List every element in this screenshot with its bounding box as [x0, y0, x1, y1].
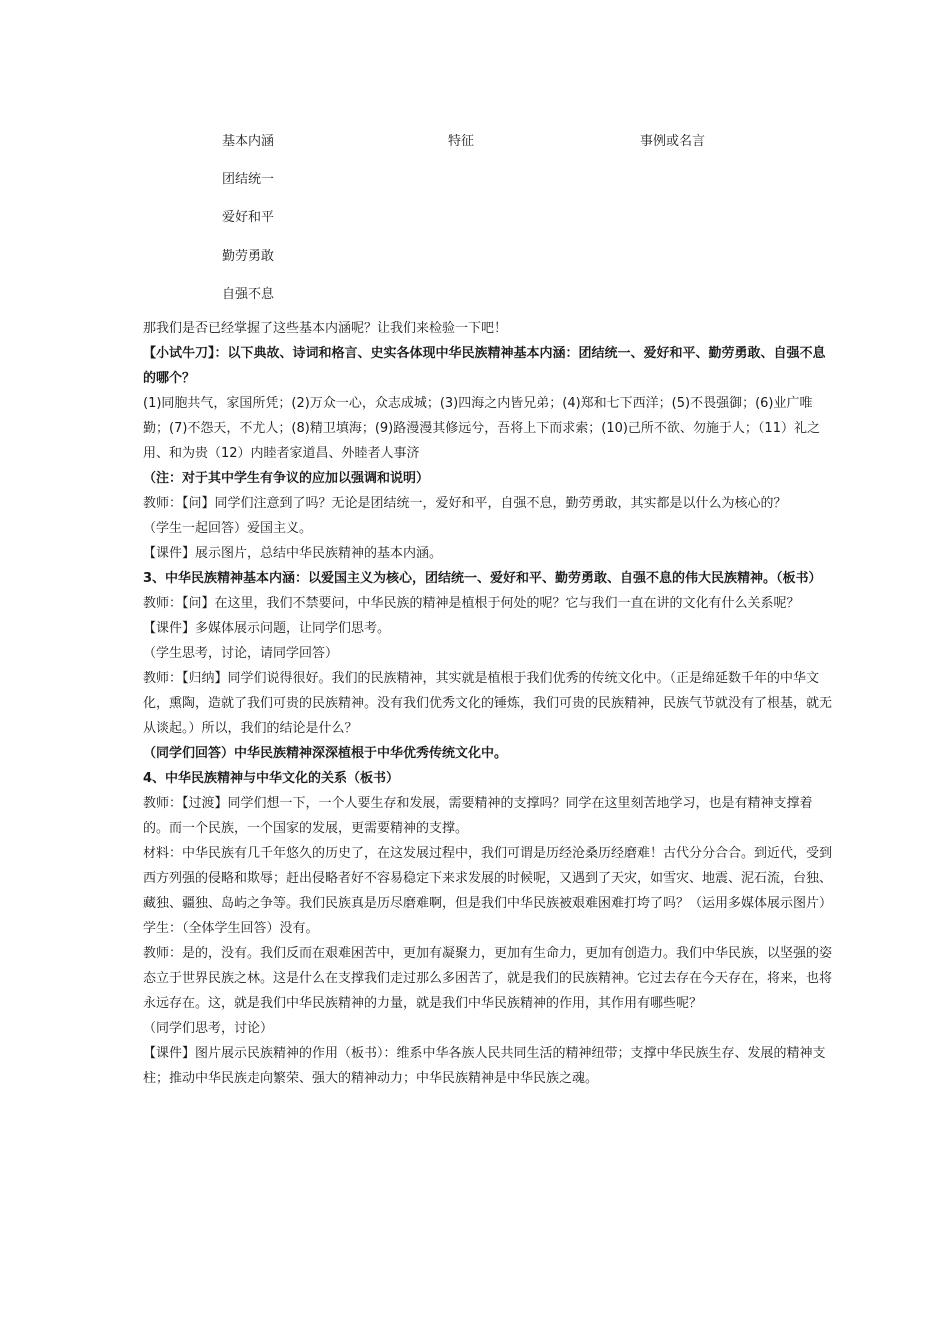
- paragraph-section-4: 4、中华民族精神与中华文化的关系（板书）: [143, 771, 400, 786]
- paragraph-teacher-root-question: 教师：【问】在这里，我们不禁要问，中华民族的精神是植根于何处的呢？它与我们一直在讲的文化有什么关系呢？: [143, 596, 800, 611]
- paragraph-teacher-transition: 教师：【过渡】同学们想一下，一个人要生存和发展，需要精神的支撑吗？同学在这里刻苦地学习，也是有精神支撑着: [143, 796, 813, 811]
- paragraph-section-3: 3、中华民族精神基本内涵：以爱国主义为核心，团结统一、爱好和平、勤劳勇敢、自强不息的伟大民族精神。（板书）: [143, 571, 822, 586]
- table-header-examples: 事例或名言: [640, 134, 706, 149]
- paragraph-student-thinking: （同学们思考，讨论）: [143, 1021, 274, 1036]
- paragraph-intro: 那我们是否已经掌握了这些基本内涵呢？让我们来检验一下吧！: [143, 321, 508, 336]
- paragraph-quiz-items: (1)同胞共气，家国所凭；(2)万众一心，众志成城；(3)四海之内皆兄弟；(4)郑和七下西洋；(5)不畏强御；(6)业广唯勤；(7)不怨天，不尤人；(8)精卫填海；(9)路漫漫其修远兮，吾将上下而求索；(10)己所不欲、勿施于人；（11）礼之用、和为贵（12）内睦者家道昌、外睦者人事济: [143, 396, 820, 461]
- table-header-basic-connotation: 基本内涵: [222, 134, 275, 149]
- paragraph-courseware-role: 【课件】图片展示民族精神的作用（板书）：维系中华各族人民共同生活的精神纽带；支撑中华民族生存、发展的精神支柱；推动中华民族走向繁荣、强大的精神动力；中华民族精神是中华民族之魂。: [143, 1046, 826, 1086]
- paragraph-student-discussion: （学生思考，讨论，请同学回答）: [143, 646, 339, 661]
- paragraph-teacher-explanation: 教师：是的，没有。我们反而在艰难困苦中，更加有凝聚力，更加有生命力，更加有创造力。我们中华民族，以坚强的姿态立于世界民族之林。这是什么在支撑我们走过那么多困苦了，就是我们的民族精神。它过去存在今天存在，将来，也将永远存在。这，就是我们中华民族精神的力量，就是我们中华民族精神的作用，其作用有哪些呢？: [143, 946, 833, 1011]
- table-row-unity: 团结统一: [222, 172, 275, 187]
- table-header-feature: 特征: [448, 134, 475, 149]
- table-row-self-strengthening: 自强不息: [222, 287, 275, 302]
- paragraph-conclusion: （同学们回答）中华民族精神深深植根于中华优秀传统文化中。: [143, 746, 508, 761]
- paragraph-student-response: 学生：（全体学生回答）没有。: [143, 921, 319, 936]
- paragraph-teacher-summary: 教师：【归纳】同学们说得很好。我们的民族精神，其实就是植根于我们优秀的传统文化中。（正是绵延数千年的中华文化，熏陶，造就了我们可贵的民族精神。没有我们优秀文化的锤炼，我们可贵的民族精神，民族气节就没有了根基，就无从谈起。）所以，我们的结论是什么？: [143, 671, 833, 736]
- table-row-diligence: 勤劳勇敢: [222, 249, 275, 264]
- paragraph-courseware-question: 【课件】多媒体展示问题，让同学们思考。: [143, 621, 391, 636]
- paragraph-teacher-question: 教师：【问】同学们注意到了吗？无论是团结统一，爱好和平，自强不息，勤劳勇敢，其实都是以什么为核心的？: [143, 496, 787, 511]
- paragraph-note: （注：对于其中学生有争议的应加以强调和说明）: [143, 471, 430, 486]
- paragraph-transition-continued: 的。而一个民族，一个国家的发展，更需要精神的支撑。: [143, 821, 469, 836]
- paragraph-courseware-summary: 【课件】展示图片，总结中华民族精神的基本内涵。: [143, 546, 443, 561]
- paragraph-student-answer: （学生一起回答）爱国主义。: [143, 521, 313, 536]
- paragraph-quiz-heading: 【小试牛刀】：以下典故、诗词和格言、史实各体现中华民族精神基本内涵：团结统一、爱好和平、勤劳勇敢、自强不息的哪个？: [143, 346, 826, 386]
- body-text: [143, 316, 833, 1091]
- paragraph-material: 材料：中华民族有几千年悠久的历史了，在这发展过程中，我们可谓是历经沧桑历经磨难！古代分分合合。到近代，受到西方列强的侵略和欺辱；赶出侵略者好不容易稳定下来求发展的时候呢，又遇到了天灾，如雪灾、地震、泥石流，台独、藏独、疆独、岛屿之争等。我们民族真是历尽磨难啊，但是我们中华民族被艰难困难打垮了吗？（运用多媒体展示图片）: [143, 846, 833, 911]
- table-row-peace: 爱好和平: [222, 210, 275, 225]
